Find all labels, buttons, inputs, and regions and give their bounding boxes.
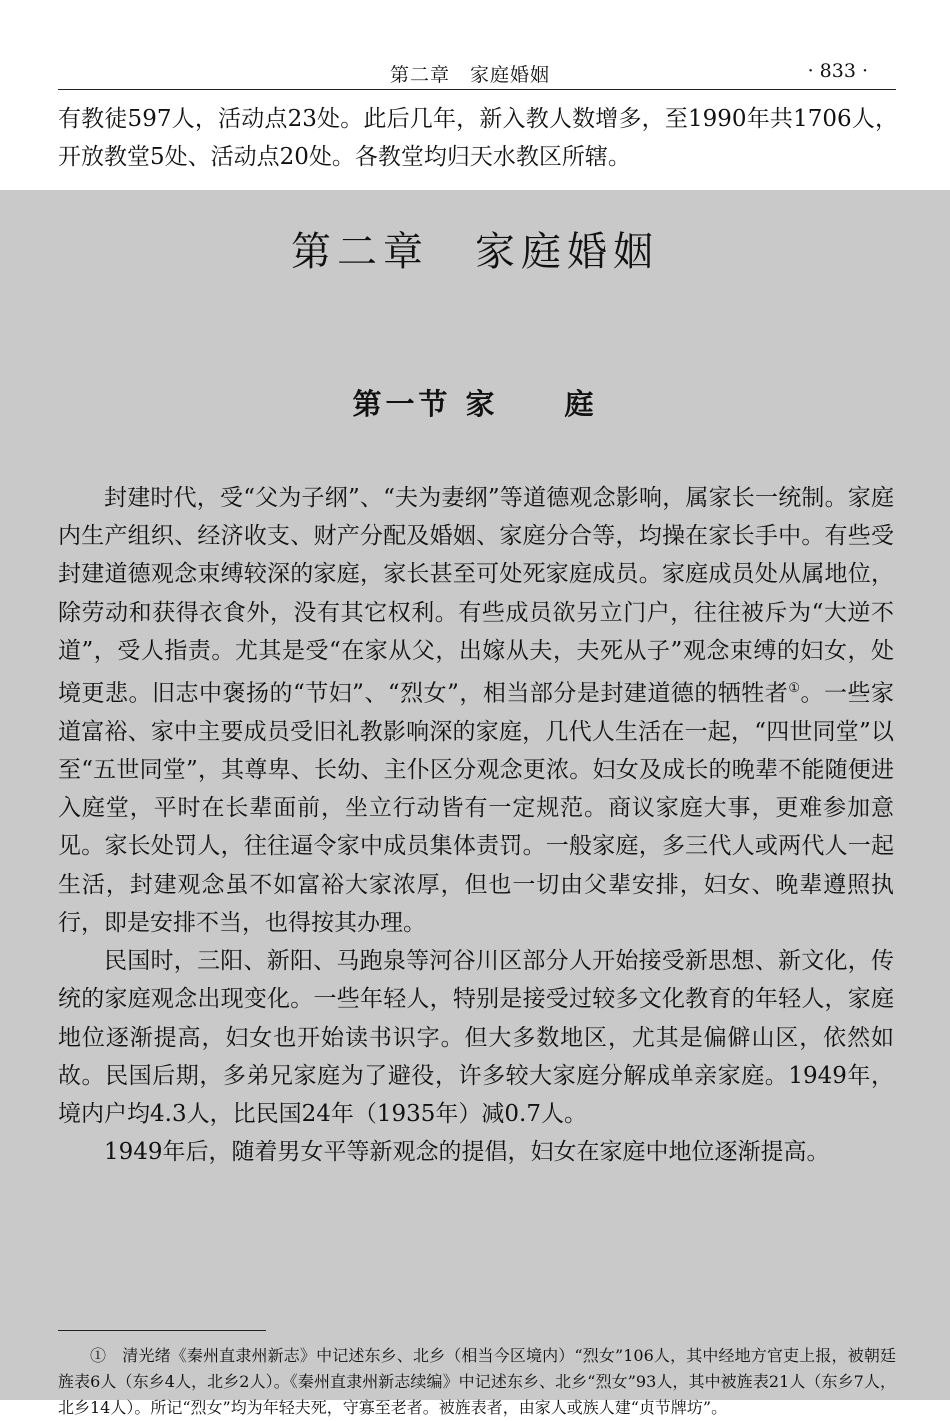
section-title: 第一节 家 庭 [352, 387, 598, 421]
continued-paragraph: 有教徒597人，活动点23处。此后几年，新入教人数增多，至1990年共1706人，开放教堂5处、活动点20处。各教堂均归天水教区所辖。 [58, 106, 898, 170]
paragraph-1 [58, 479, 894, 942]
footnote: ① 清光绪《秦州直隶州新志》中记述东乡、北乡（相当今区境内）“烈女”106人，其中经地方官吏上报，被朝廷旌表6人（东乡4人，北乡2人）。《秦州直隶州新志续编》中记述东乡、北乡“烈女”93人，其中被旌表21人（东乡7人，北乡14人）。所记“烈女”均为年轻夫死，守寡至老者。被旌表者，由家人或族人建“贞节牌坊”。 [58, 1346, 896, 1417]
footnote-marker[interactable]: ① [788, 681, 801, 697]
section-body [58, 479, 894, 1171]
footnote-rule [58, 1330, 266, 1331]
header-chapter-title: 第二章 家庭婚姻 [390, 64, 551, 86]
paragraph-1-part-b: 。一些家道富裕、家中主要成员受旧礼教影响深的家庭，几代人生活在一起，“四世同堂”以至“五世同堂”，其尊卑、长幼、主仆区分观念更浓。妇女及成长的晚辈不能随便进入庭堂，平时在长辈面前，坐立行动皆有一定规范。商议家庭大事，更难参加意见。家长处罚人，往往逼令家中成员集体责罚。一般家庭，多三代人或两代人一起生活，封建观念虽不如富裕大家浓厚，但也一切由父辈安排，妇女、晚辈遵照执行，即是安排不当，也得按其办理。 [58, 680, 894, 936]
running-header [0, 52, 950, 92]
chapter-title: 第二章 家庭婚姻 [291, 229, 659, 275]
paragraph-1-part-a: 封建时代，受“父为子纲”、“夫为妻纲”等道德观念影响，属家长一统制。家庭内生产组织、经济收支、财产分配及婚姻、家庭分合等，均操在家长手中。有些受封建道德观念束缚较深的家庭，家长甚至可处死家庭成员。家庭成员处从属地位，除劳动和获得衣食外，没有其它权利。有些成员欲另立门户，往往被斥为“大逆不道”，受人指责。尤其是受“在家从父，出嫁从夫，夫死从子”观念束缚的妇女，处境更悲。旧志中褒扬的“节妇”、“烈女”，相当部分是封建道德的牺牲者 [58, 485, 894, 707]
paragraph-3: 1949年后，随着男女平等新观念的提倡，妇女在家庭中地位逐渐提高。 [104, 1139, 830, 1166]
page-number: · 833 · [807, 60, 868, 82]
paragraph-2: 民国时，三阳、新阳、马跑泉等河谷川区部分人开始接受新思想、新文化，传统的家庭观念出现变化。一些年轻人，特别是接受过较多文化教育的年轻人，家庭地位逐渐提高，妇女也开始读书识字。但大多数地区，尤其是偏僻山区，依然如故。民国后期，多弟兄家庭为了避役，许多较大家庭分解成单亲家庭。1949年，境内户均4.3人，比民国24年（1935年）减0.7人。 [58, 948, 894, 1127]
highlighted-region [0, 190, 950, 1400]
continued-text [58, 100, 898, 176]
header-rule [58, 89, 896, 90]
